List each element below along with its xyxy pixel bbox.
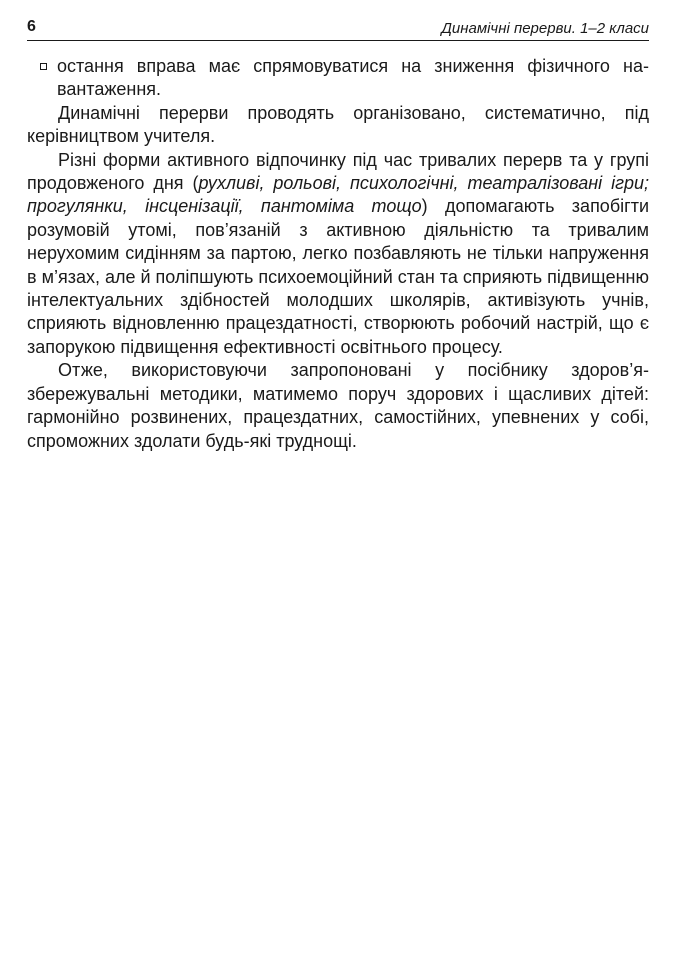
square-bullet-icon [40,63,47,70]
paragraph-1: Динамічні перерви проводять організовано, систематично, під керівництвом учителя. [27,102,649,147]
page-number: 6 [27,18,36,35]
paragraph-2 [27,149,649,360]
paragraph-2-text-end: ) допомагають запобігти розумовій утомі, пов’язаній з активною діяльністю та тривалим нерухомим сидінням за партою, легко позбавляють не тільки напруження в м’язах, але й поліпшують психоемоційний стан та сприяють підвищенню інтелектуальних здібностей молодших школярів, активізують учнів, сприяють відновленню працездатності, створюють робочий настрій, що є запорукою підвищення ефективності освітнього процесу. [27,196,649,357]
paragraph-2-text-start: Різні форми активного відпочинку під час тривалих перерв та у групі продовженого дня ( [27,149,649,194]
paragraph-2-italic-list: рухливі, рольові, психологічні, театралізовані ігри; прогулянки, інсценізації, пантоміма тощо [27,173,649,217]
bullet-item [27,55,649,102]
running-title: Динамічні перерви. 1–2 класи [441,20,649,37]
page-header [27,14,649,41]
page-content [27,55,649,453]
bullet-text: остання вправа має спрямовуватися на зниження фізичного навантаження. [57,56,649,100]
paragraph-3: Отже, використовуючи запропоновані у посібнику здоров’язбережувальні методики, матимемо поруч здорових і щасливих дітей: гармонійно розвинених, працездатних, самостійних, упевнених у собі, спроможних здолати будь-які труднощі. [27,360,649,451]
